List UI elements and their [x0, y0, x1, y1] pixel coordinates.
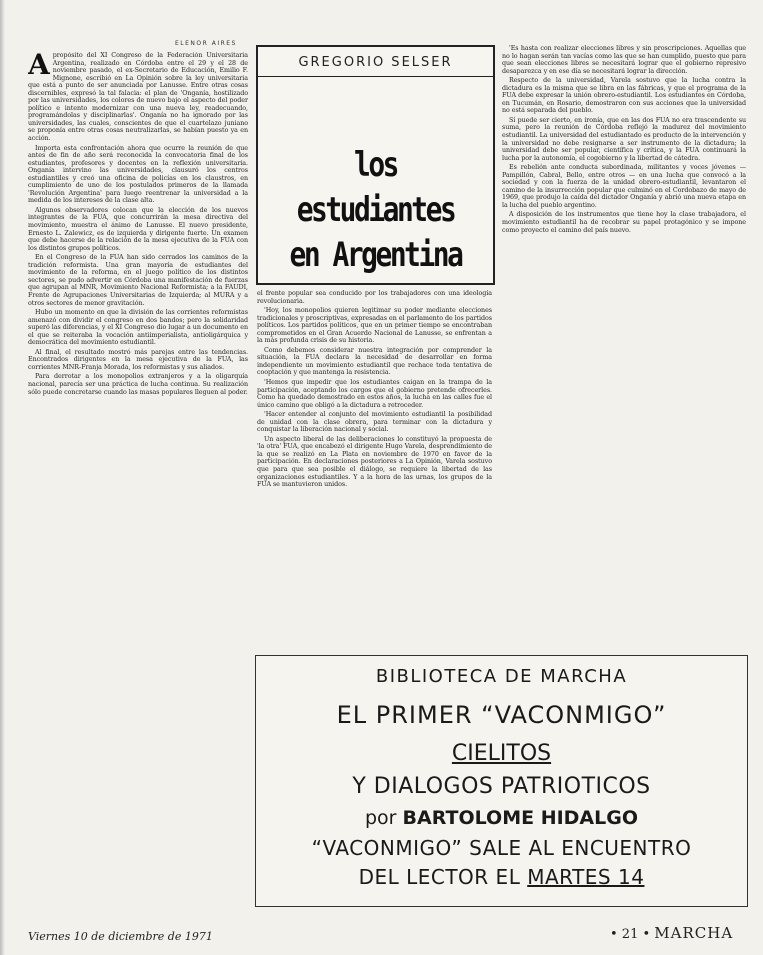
paragraph: 'Hoy, los monopolios quieren legitimar su poder mediante elecciones tradicionales y proscriptivas, expresadas en el parlamento de los partidos políticos. Los partidos políticos, que en un primer tiempo se encontraban comprometidos en el Gran Acuerdo Nacional de Lanusse, se enfrentan a la más profunda crisis de su historia. [257, 307, 492, 345]
headline-line: los [354, 145, 397, 185]
ad-publisher: BIBLIOTECA DE MARCHA [375, 666, 628, 687]
issue-date: Viernes 10 de diciembre de 1971 [28, 930, 213, 943]
paragraph: el frente popular sea conducido por los trabajadores con una ideología revolucionaria. [257, 290, 492, 305]
article-headline [284, 143, 467, 278]
paragraph: Algunos observadores colocan que la elección de los nuevos integrantes de la FUA, que concurrirán la mesa directiva del movimiento, muestra el ánimo de Lanusse. El nuevo presidente, Ernesto L. Zalewicz, es de izquierda y dirigente fuerte. Un examen que debe hacerse de la relación de la mesa ejecutiva de la FUA con los distintos grupos políticos. [28, 206, 248, 252]
ad-author-prefix: por [364, 807, 397, 829]
scan-edge [0, 0, 5, 955]
author-name: GREGORIO SELSER [298, 55, 453, 70]
ad-announcement-prefix: DEL LECTOR EL [358, 865, 521, 889]
byline: ELENOR AIRES [175, 40, 237, 47]
ad-author-name: BARTOLOME HIDALGO [402, 807, 638, 829]
page-number: • 21 • [610, 927, 651, 942]
drop-cap: A [28, 52, 50, 81]
paragraph: 'Hemos que impedir que los estudiantes caigan en la trampa de la participación, aceptando los cargos que el gobierno pretende ofrecerles. Como ha quedado demostrado en estos años, la lucha en las calles fue el único camino que obligó a la dictadura a retroceder. [257, 379, 492, 409]
paragraph: 'Hacer entender al conjunto del movimiento estudiantil la posibilidad de unidad con la clase obrera, para terminar con la dictadura y conquistar la liberación nacional y social. [257, 411, 492, 434]
ad-subtitle: CIELITOS [451, 741, 552, 766]
advertisement-box [255, 655, 748, 907]
paragraph: Importa esta confrontación ahora que ocurre la reunión de que antes de fin de año será reconocida la convocatoria final de los estudiantes, profesores y docentes en la reflexión universitaria. Onganía intervino las universidades, clausuró los centros estudiantiles y creó una oficina de policías en los claustros, en cumplimiento de uno de los postulados primeros de la llamada 'Revolución Argentina' para luego reentrenar la universidad a la medida de los intereses de la clase alta. [28, 144, 248, 205]
page-footer [610, 924, 733, 942]
headline-line: estudiantes [296, 190, 455, 230]
ad-announcement-2 [256, 865, 747, 889]
paragraph: Al final, el resultado mostró más parejas entre las tendencias. Encontrados dirigentes en la mesa ejecutiva de la FUA, las corrientes MNR-Franja Morada, los reformistas y sus aliados. [28, 348, 248, 371]
paragraph: 'Es hasta con realizar elecciones libres y sin proscripciones. Aquellas que no lo hagan serán tan vacías como las que se han cumplido, puesto que para que sean elecciones libres se necesitará lograr que el gobierno represivo desaparezca y en ese día se necesitará lograr la dirección. [502, 45, 746, 75]
paragraph: A disposición de los instrumentos que tiene hoy la clase trabajadora, el movimiento estudiantil ha de recobrar su papel protagónico y se impone como proyecto el camino del país nuevo. [502, 211, 746, 234]
paragraph: Como debemos considerar nuestra integración por comprender la situación, la FUA declara la necesidad de desarrollar en forma independiente un movimiento estudiantil que rechace toda tentativa de cooptación y que mantenga la resistencia. [257, 346, 492, 377]
paragraph: Hubo un momento en que la división de las corrientes reformistas amenazó con dividir el congreso en dos bandos; pero la solidaridad superó las diferencias, y el XI Congreso dio lugar a un documento en el que se reiteraba la vocación antiimperialista, antioligárquica y democrática del movimiento estudiantil. [28, 309, 248, 347]
headline-line: en Argentina [289, 235, 462, 275]
paragraph: Sí puede ser cierto, en ironía, que en las dos FUA no era trascendente su suma, pero la reunión de Córdoba reflejó la madurez del movimiento estudiantil. La universidad del estudiantado es producto de la intervención y la universidad no debe resignarse a ser instrumento de la dictadura; la universidad debe ser popular, científica y crítica, y la FUA continuará la lucha por la autonomía, el cogobierno y la libertad de cátedra. [502, 116, 746, 162]
paragraph: Para derrotar a los monopolios extranjeros y a la oligarquía nacional, parecía ser una práctica de lucha continua. Su realización sólo puede concretarse cuando las masas populares lleguen al poder. [28, 373, 248, 396]
paragraph: Un aspecto liberal de las deliberaciones lo constituyó la propuesta de 'la otra' FUA, que encabezó el dirigente Hugo Varela, desprendimiento de la que se realizó en La Plata en noviembre de 1970 en favor de la participación. En declaraciones posteriores a La Opinión, Varela sostuvo que para que sea posible el diálogo, se requiere la libertad de las organizaciones estudiantiles. Y a la hora de las urnas, los grupos de la FUA se mantuvieron unidos. [257, 435, 492, 489]
divider [258, 76, 493, 77]
publication-name: MARCHA [654, 924, 734, 942]
paragraph: Respecto de la universidad, Varela sostuvo que la lucha contra la dictadura es la misma que se libra en las fábricas, y que el programa de la FUA debe expresar la unión obrero-estudiantil. Los estudiantes en Córdoba, en Tucumán, en Rosario, demostraron con sus acciones que la universidad no está separada del pueblo. [502, 77, 746, 115]
ad-title: EL PRIMER “VACONMIGO” [336, 701, 667, 729]
article-column-3 [502, 45, 746, 645]
article-column-2 [257, 290, 492, 650]
ad-author-line [256, 807, 747, 829]
paragraph: En el Congreso de la FUA han sido cerrados los caminos de la tradición reformista. Una gran mayoría de estudiantes del movimiento de la reforma, en el juego político de los distintos sectores, se pudo advertir en Córdoba una manifestación de fuerzas que agrupan al MNR, Movimiento Nacional Reformista; a la FAUDI, Frente de Agrupaciones Universitarias de Izquierda; al MURA y a otros sectores de menor gravitación. [28, 254, 248, 307]
paragraph: Es rebelión ante conducta subordinada, militantes y voces jóvenes — Pampillón, Cabral, Bello, entre otros — en una lucha que convocó a la sociedad y con la fuerza de la unidad obrero-estudiantil, levantaron el camino de la insurrección popular que culminó en el Cordobazo de mayo de 1969, que produjo la caída del dictador Onganía y abrió una nueva etapa en la lucha del pueblo argentino. [502, 164, 746, 209]
paragraph: propósito del XI Congreso de la Federación Universitaria Argentina, realizado en Córdoba entre el 29 y el 28 de noviembre pasado, el ex-Secretario de Educación, Emilio F. Mignone, escribió en La Opinión sobre la ley universitaria que está a punto de ser anunciada por Lanusse. Entre otras cosas discernibles, expresó la tal falacia: el plan de 'Onganía, hostilizado por las universidades, los colores de nuevo bajo el aspecto del poder político e intento modernizar con una nueva ley, readecuando, programándolas y disciplinarlas'. Onganía no ha ignorado por las universidades, las cuales, conscientes de que el cuartelazo juniano se proponía entre otras cosas neutralizarlas, se habían puesto ya en acción. [28, 52, 248, 143]
ad-announcement: “VACONMIGO” SALE AL ENCUENTRO [311, 836, 692, 860]
ad-subtitle-2: Y DIALOGOS PATRIOTICOS [352, 774, 651, 799]
headline-box [256, 45, 495, 285]
article-column-1 [28, 52, 248, 917]
ad-release-date: MARTES 14 [527, 865, 645, 889]
